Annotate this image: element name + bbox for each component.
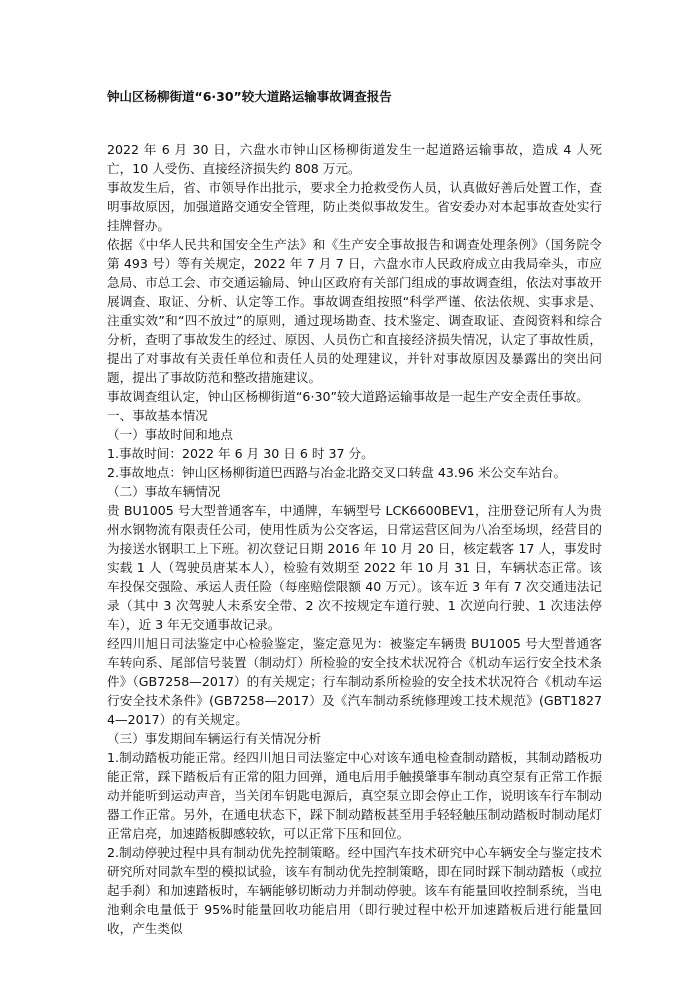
document-title: 钟山区杨柳街道“6·30”较大道路运输事故调查报告 (107, 89, 392, 104)
subsection-heading-operation-analysis: （三）事发期间车辆运行有关情况分析 (107, 731, 322, 746)
paragraph-summary: 2022 年 6 月 30 日，六盘水市钟山区杨柳街道发生一起道路运输事故，造成 4 人死亡，10 人受伤、直接经济损失约 808 万元。 (107, 142, 602, 176)
document-body (107, 140, 602, 938)
paragraph-brake-priority: 2.制动停驶过程中具有制动优先控制策略。经中国汽车技术研究中心车辆安全与鉴定技术研究所对同款车型的模拟试验，该车有制动优先控制策略，即在同时踩下制动踏板（或拉起手刹）和加速踏板时，车辆能够切断动力并制动停驶。该车有能量回收控制系统，当电池剩余电量低于 95%时能量回收功能启用（即行驶过程中松开加速踏板后进行能量回收，产生类似 (107, 845, 602, 936)
paragraph-brake-pedal: 1.制动踏板功能正常。经四川旭日司法鉴定中心对该车通电检查制动踏板，其制动踏板功能正常，踩下踏板后有正常的阻力回弹，通电后用手触摸肇事车制动真空泵有正常工作振动并能听到运动声音，当关闭车钥匙电源后，真空泵立即会停止工作，说明该车行车制动器工作正常。另外，在通电状态下，踩下制动踏板甚至用手轻轻触压制动踏板时制动尾灯正常启亮，加速踏板脚感较软，可以正常下压和回位。 (107, 750, 602, 841)
paragraph-instructions: 事故发生后，省、市领导作出批示，要求全力抢救受伤人员，认真做好善后处置工作，查明事故原因，加强道路交通安全管理，防止类似事故发生。省安委办对本起事故查处实行挂牌督办。 (107, 180, 602, 233)
subsection-heading-vehicle: （二）事故车辆情况 (107, 484, 221, 499)
paragraph-vehicle-info: 贵 BU1005 号大型普通客车，中通牌，车辆型号 LCK6600BEV1，注册登记所有人为贵州水钢物流有限责任公司，使用性质为公交客运，日常运营区间为八冶至场坝，经营目的为接送水钢职工上下班。初次登记日期 2016 年 10 月 20 日，核定载客 17 人，事发时实载 1 人（驾驶员唐某本人），检验有效期至 2022 年 10 月 31 日，车辆状态正常。该车投保交强险、承运人责任险（每座赔偿限额 40 万元）。该车近 3 年有 7 次交通违法记录（其中 3 次驾驶人未系安全带、2 次不按规定车道行驶、1 次逆向行驶、1 次违法停车），近 3 年无交通事故记录。 (107, 503, 602, 632)
paragraph-accident-place: 2.事故地点：钟山区杨柳街道巴西路与冶金北路交叉口转盘 43.96 米公交车站台。 (107, 465, 567, 480)
paragraph-accident-time: 1.事故时间：2022 年 6 月 30 日 6 时 37 分。 (107, 446, 374, 461)
section-heading-basic-info: 一、事故基本情况 (107, 408, 208, 423)
paragraph-conclusion: 事故调查组认定，钟山区杨柳街道“6·30”较大道路运输事故是一起生产安全责任事故。 (107, 389, 589, 404)
subsection-heading-time-place: （一）事故时间和地点 (107, 427, 233, 442)
paragraph-investigation-basis: 依据《中华人民共和国安全生产法》和《生产安全事故报告和调查处理条例》（国务院令第 493 号）等有关规定，2022 年 7 月 7 日，六盘水市人民政府成立由我局牵头，市应急局、市总工会、市交通运输局、钟山区政府有关部门组成的事故调查组，依法对事故开展调查、取证、分析、认定等工作。事故调查组按照“科学严谨、依法依规、实事求是、注重实效”和“四不放过”的原则，通过现场勘查、技术鉴定、调查取证、查阅资料和综合分析，查明了事故发生的经过、原因、人员伤亡和直接经济损失情况，认定了事故性质，提出了对事故有关责任单位和责任人员的处理建议，并针对事故原因及暴露出的突出问题，提出了事故防范和整改措施建议。 (107, 237, 602, 385)
paragraph-forensic-result: 经四川旭日司法鉴定中心检验鉴定，鉴定意见为：被鉴定车辆贵 BU1005 号大型普通客车转向系、尾部信号装置（制动灯）所检验的安全技术状况符合《机动车运行安全技术条件》（GB7258—2017）的有关规定；行车制动系所检验的安全技术状况符合《机动车运行安全技术条件》(GB7258—2017）及《汽车制动系统修理竣工技术规范》(GBT18274—2017）的有关规定。 (107, 636, 602, 727)
